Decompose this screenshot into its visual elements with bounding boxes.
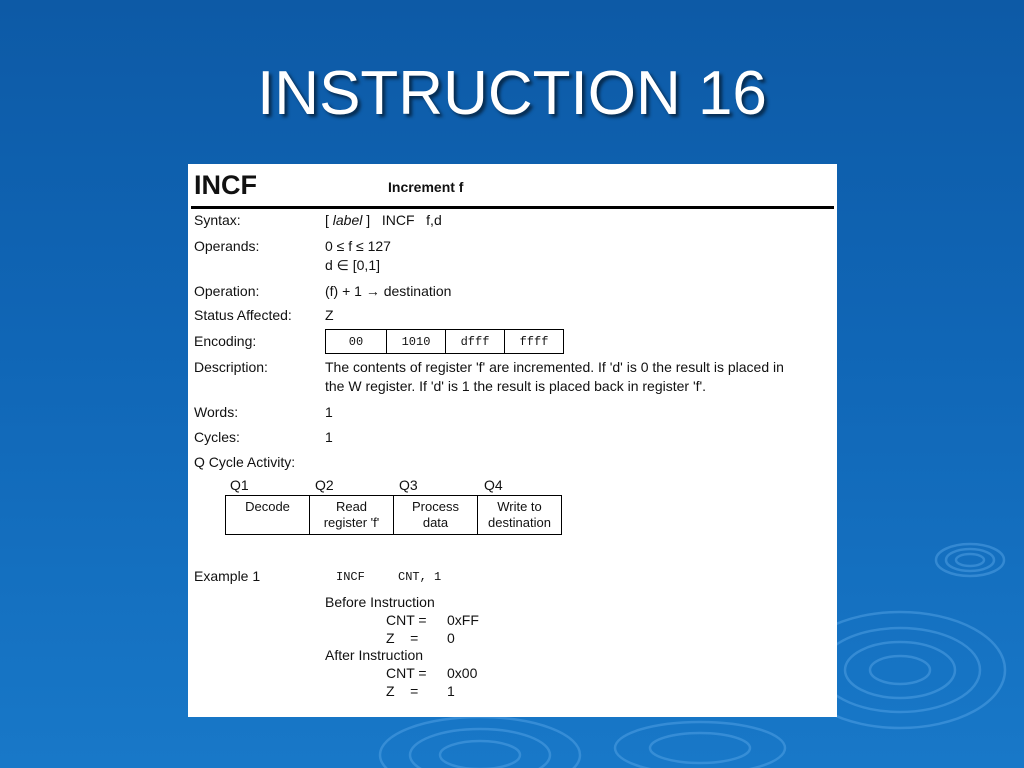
slide-title: INSTRUCTION 16 xyxy=(257,59,767,128)
encoding-field: ffff xyxy=(505,330,564,354)
status-value: Z xyxy=(325,307,334,323)
status-label: Status Affected: xyxy=(194,307,292,323)
description-line2: the W register. If 'd' is 1 the result is placed back in register 'f'. xyxy=(325,378,707,394)
q-cell-line: Decode xyxy=(245,499,290,514)
example-code-args: CNT, 1 xyxy=(398,570,442,584)
example-code-op: INCF xyxy=(336,570,365,584)
syntax-bracket-close: ] xyxy=(362,212,371,228)
example-label: Example 1 xyxy=(194,568,261,584)
encoding-label: Encoding: xyxy=(194,333,257,349)
q-cell-line: data xyxy=(422,515,449,530)
before-row-name: Z = xyxy=(386,630,419,646)
encoding-field: 1010 xyxy=(387,330,446,354)
qcycle-table xyxy=(225,495,562,535)
after-instruction-label: After Instruction xyxy=(325,647,424,663)
before-instruction-label: Before Instruction xyxy=(325,594,435,610)
words-label: Words: xyxy=(194,404,239,420)
q-cell-line: Read xyxy=(335,499,368,514)
q-cell xyxy=(310,496,394,535)
q-header: Q1 xyxy=(230,477,249,493)
q-header: Q3 xyxy=(399,477,418,493)
q-cell xyxy=(478,496,562,535)
description-line1: The contents of register 'f' are incremented. If 'd' is 0 the result is placed in xyxy=(325,359,784,375)
syntax-bracket-open: [ xyxy=(325,212,333,228)
q-header: Q4 xyxy=(484,477,503,493)
q-header: Q2 xyxy=(315,477,334,493)
operands-line1: 0 ≤ f ≤ 127 xyxy=(325,238,391,254)
q-cell-line: Process xyxy=(412,499,459,514)
syntax-value xyxy=(325,212,442,228)
operation-label: Operation: xyxy=(194,283,260,299)
instruction-full-name: Increment f xyxy=(388,179,464,195)
q-cell xyxy=(226,496,310,535)
after-row-name: CNT = xyxy=(386,665,427,681)
q-cell-line: destination xyxy=(488,515,551,530)
words-value: 1 xyxy=(325,404,333,420)
operands-label: Operands: xyxy=(194,238,260,254)
syntax-label: Syntax: xyxy=(194,212,241,228)
q-cell-line: Write to xyxy=(497,499,542,514)
qcycle-label: Q Cycle Activity: xyxy=(194,454,296,470)
after-row-value: 1 xyxy=(447,683,455,699)
q-cell xyxy=(394,496,478,535)
before-row-value: 0xFF xyxy=(447,612,479,628)
encoding-table xyxy=(325,329,564,354)
q-cell-line: register 'f' xyxy=(323,515,380,530)
datasheet-panel xyxy=(188,164,837,717)
cycles-label: Cycles: xyxy=(194,429,240,445)
cycles-value: 1 xyxy=(325,429,333,445)
syntax-rest: INCF f,d xyxy=(381,212,442,228)
description-label: Description: xyxy=(194,359,268,375)
encoding-field: dfff xyxy=(446,330,505,354)
before-row-name: CNT = xyxy=(386,612,427,628)
after-row-value: 0x00 xyxy=(447,665,478,681)
header-rule xyxy=(191,206,834,209)
operation-value: (f) + 1 → destination xyxy=(325,283,452,299)
instruction-mnemonic: INCF xyxy=(194,170,257,200)
encoding-field: 00 xyxy=(326,330,387,354)
syntax-label-word: label xyxy=(332,212,363,228)
after-row-name: Z = xyxy=(386,683,419,699)
before-row-value: 0 xyxy=(447,630,455,646)
operands-line2: d ∈ [0,1] xyxy=(325,257,381,273)
